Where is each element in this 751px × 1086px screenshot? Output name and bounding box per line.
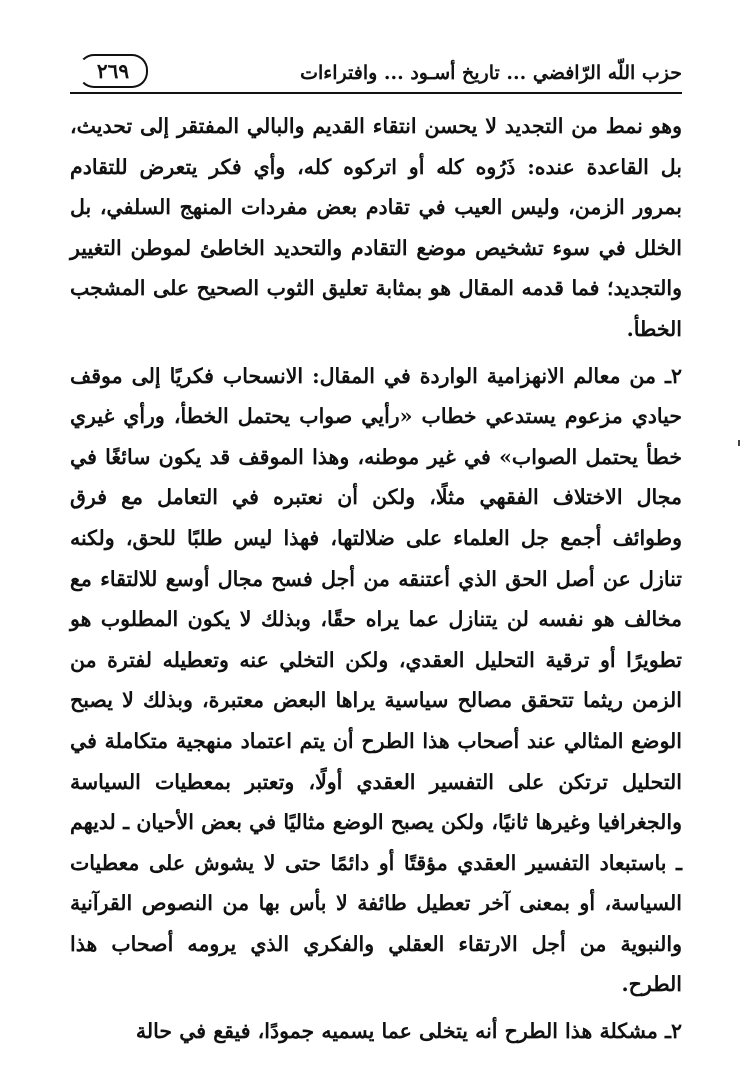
- header-divider: [70, 92, 682, 94]
- scan-mark: [738, 440, 740, 446]
- page-number: ٢٦٩: [78, 54, 148, 88]
- paragraph-2: ٢ـ من معالم الانهزامية الواردة في المقال: الانسحاب فكريًا إلى موقف حيادي مزعوم يستدعي خطاب «رأيي صواب يحتمل الخطأ، ورأي غيري خطأ يحتمل الصواب» في غير موطنه، وهذا الموقف قد يكون سائغًا في مجال الاختلاف الفقهي مثلًا، ولكن أن نعتبره في التعامل مع فرق وطوائف أجمع جل العلماء على ضلالتها، فهذا ليس طلبًا للحق، ولكنه تنازل عن أصل الحق الذي أعتنقه من أجل فسح مجال أوسع للالتقاء مع مخالف هو نفسه لن يتنازل عما يراه حقًا، وبذلك لا يكون المطلوب هو تطويرًا أو ترقية التحليل العقدي، ولكن التخلي عنه وتعطيله لفترة من الزمن ريثما تتحقق مصالح سياسية يراها البعض معتبرة، وبذلك لا يصبح الوضع المثالي عند أصحاب هذا الطرح أن يتم اعتماد منهجية متكاملة في التحليل ترتكن على التفسير العقدي أولًا، وتعتبر بمعطيات السياسة والجغرافيا وغيرها ثانيًا، ولكن يصبح الوضع مثاليًا في بعض الأحيان ـ لديهم ـ باستبعاد التفسير العقدي مؤقتًا أو دائمًا حتى لا يشوش على معطيات السياسة، أو بمعنى آخر تعطيل طائفة لا بأس بها من النصوص القرآنية والنبوية من أجل الارتقاء العقلي والفكري الذي يرومه أصحاب هذا الطرح.: [70, 363, 682, 997]
- paragraph-1: وهو نمط من التجديد لا يحسن انتقاء القديم والبالي المفتقر إلى تحديث، بل القاعدة عنده: ذَرُوه كله أو اتركوه كله، وأي فكر يتعرض للتقادم بمرور الزمن، وليس العيب في تقادم بعض مفردات المنهج السلفي، بل الخلل في سوء تشخيص موضع التقادم والتحديد الخاطئ لموطن التغيير والتجديد؛ فما قدمه المقال هو بمثابة تعليق الثوب الصحيح على المشجب الخطأ.: [70, 114, 682, 341]
- paragraph-3: ٢ـ مشكلة هذا الطرح أنه يتخلى عما يسميه جمودًا، فيقع في حالة: [135, 1019, 682, 1044]
- running-header: [70, 48, 682, 92]
- running-header-title: حزب اللّه الرّافضي ... تاريخ أسـود ... وافتراءات: [300, 62, 682, 84]
- body-text: [70, 106, 682, 1058]
